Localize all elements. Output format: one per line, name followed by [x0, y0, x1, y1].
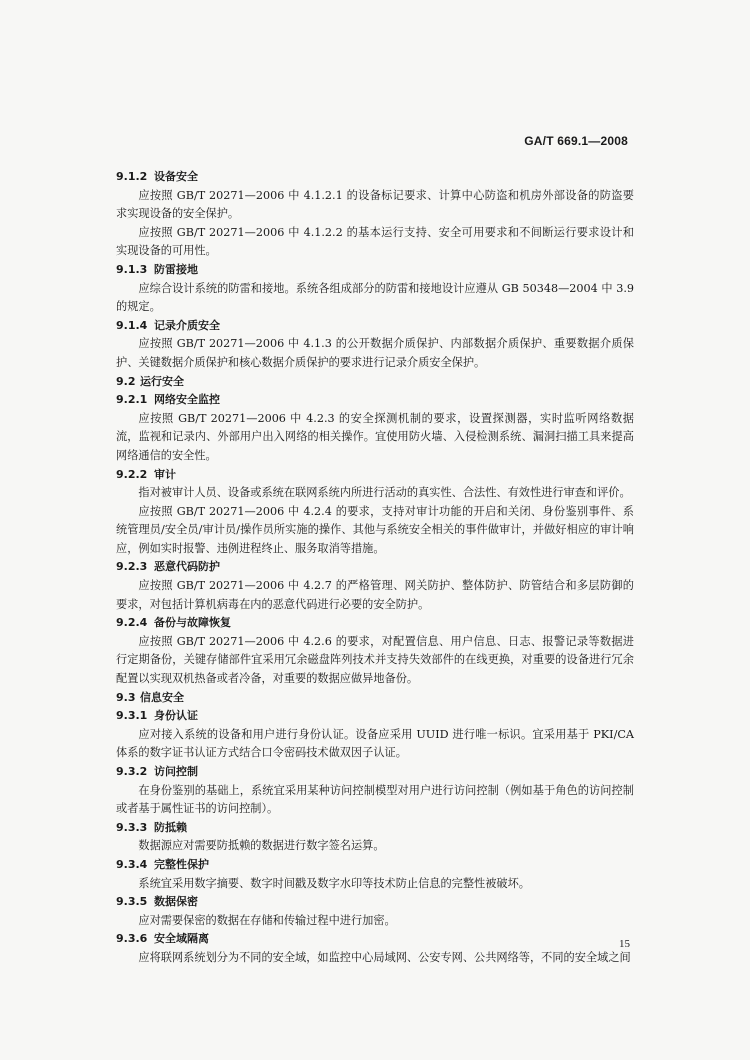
section-number: 9.3.5: [116, 895, 148, 909]
paragraph: 应将联网系统划分为不同的安全域，如监控中心局域网、公安专网、公共网络等，不同的安全域之间: [138, 950, 631, 964]
section-heading: [116, 614, 634, 633]
section-title: 备份与故障恢复: [154, 616, 231, 630]
section-heading: [116, 763, 634, 782]
section-title: 完整性保护: [154, 857, 209, 871]
section-title: 防雷接地: [154, 262, 198, 276]
section-heading: [116, 373, 634, 392]
section-heading: [116, 391, 634, 410]
section-number: 9.3.4: [116, 857, 148, 871]
section-title: 记录介质安全: [154, 318, 220, 332]
page-number: 15: [619, 938, 630, 950]
section-title: 信息安全: [140, 690, 184, 704]
paragraph: 应按照 GB/T 20271—2006 中 4.2.3 的安全探测机制的要求，设置探测器，实时监听网络数据流，监视和记录内、外部用户出入网络的相关操作。宜使用防火墙、入侵检测系统、漏洞扫描工具来提高网络通信的安全性。: [116, 411, 634, 462]
paragraph: 应按照 GB/T 20271—2006 中 4.1.3 的公开数据介质保护、内部数据介质保护、重要数据介质保护、关键数据介质保护和核心数据介质保护的要求进行记录介质安全保护。: [116, 337, 634, 369]
paragraph: 在身份鉴别的基础上，系统宜采用某种访问控制模型对用户进行访问控制（例如基于角色的访问控制或者基于属性证书的访问控制）。: [116, 783, 634, 816]
paragraph: 系统宜采用数字摘要、数字时间戳及数字水印等技术防止信息的完整性被破坏。: [138, 876, 530, 890]
section-number: 9.3: [116, 690, 136, 704]
section-title: 数据保密: [154, 895, 198, 909]
section-heading: [116, 168, 634, 187]
section-heading: [116, 261, 634, 280]
section-heading: [116, 317, 634, 336]
section-heading: [116, 819, 634, 838]
section-number: 9.1.4: [116, 318, 148, 332]
section-number: 9.3.6: [116, 932, 148, 946]
section-number: 9.3.3: [116, 820, 148, 834]
paragraph: 应按照 GB/T 20271—2006 中 4.2.6 的要求，对配置信息、用户信息、日志、报警记录等数据进行定期备份，关键存储部件宜采用冗余磁盘阵列技术并支持失效部件的在线更换，对重要的设备进行冗余配置以实现双机热备或者冷备，对重要的数据应做异地备份。: [116, 634, 634, 686]
paragraph: 应对需要保密的数据在存储和传输过程中进行加密。: [138, 913, 396, 927]
section-heading: [116, 707, 634, 726]
section-title: 设备安全: [154, 170, 198, 183]
section-number: 9.2.3: [116, 560, 148, 574]
section-title: 运行安全: [140, 374, 184, 388]
section-number: 9.2: [116, 374, 136, 388]
section-title: 审计: [154, 467, 176, 481]
section-heading: [116, 558, 634, 577]
paragraph: 应对接入系统的设备和用户进行身份认证。设备应采用 UUID 进行唯一标识。宜采用基于 PKI/CA 体系的数字证书认证方式结合口令密码技术做双因子认证。: [116, 727, 634, 760]
section-number: 9.1.2: [116, 170, 148, 183]
section-heading: [116, 689, 634, 708]
section-title: 防抵赖: [154, 820, 187, 834]
section-heading: [116, 930, 634, 949]
section-title: 身份认证: [154, 709, 198, 723]
paragraph: 数据源应对需要防抵赖的数据进行数字签名运算。: [138, 839, 385, 853]
section-number: 9.2.2: [116, 467, 148, 481]
paragraph: 应按照 GB/T 20271—2006 中 4.2.4 的要求，支持对审计功能的开启和关闭、身份鉴别事件、系统管理员/安全员/审计员/操作员所实施的操作、其他与系统安全相关的事件做审计，并做好相应的审计响应，例如实时报警、违例进程终止、服务取消等措施。: [116, 504, 634, 555]
standard-code: GA/T 669.1—2008: [524, 134, 628, 148]
paragraph: 应按照 GB/T 20271—2006 中 4.2.7 的严格管理、网关防护、整体防护、防管结合和多层防御的要求，对包括计算机病毒在内的恶意代码进行必要的安全防护。: [116, 579, 634, 611]
paragraph: 应按照 GB/T 20271—2006 中 4.1.2.2 的基本运行支持、安全可用要求和不间断运行要求设计和实现设备的可用性。: [116, 225, 634, 258]
section-number: 9.2.4: [116, 616, 148, 630]
section-title: 网络安全监控: [154, 393, 220, 407]
section-number: 9.3.2: [116, 765, 148, 778]
section-heading: [116, 893, 634, 912]
paragraph: 指对被审计人员、设备或系统在联网系统内所进行活动的真实性、合法性、有效性进行审查和评价。: [138, 486, 631, 500]
section-number: 9.1.3: [116, 262, 148, 276]
section-number: 9.2.1: [116, 393, 148, 407]
section-title: 访问控制: [154, 765, 198, 778]
section-number: 9.3.1: [116, 709, 148, 723]
paragraph: 应按照 GB/T 20271—2006 中 4.1.2.1 的设备标记要求、计算中心防盗和机房外部设备的防盗要求实现设备的安全保护。: [116, 188, 634, 221]
section-heading: [116, 856, 634, 875]
paragraph: 应综合设计系统的防雷和接地。系统各组成部分的防雷和接地设计应遵从 GB 50348—2004 中 3.9 的规定。: [116, 281, 634, 314]
section-title: 安全域隔离: [154, 932, 209, 946]
section-title: 恶意代码防护: [154, 560, 220, 574]
document-body: [116, 168, 634, 968]
section-heading: [116, 466, 634, 485]
